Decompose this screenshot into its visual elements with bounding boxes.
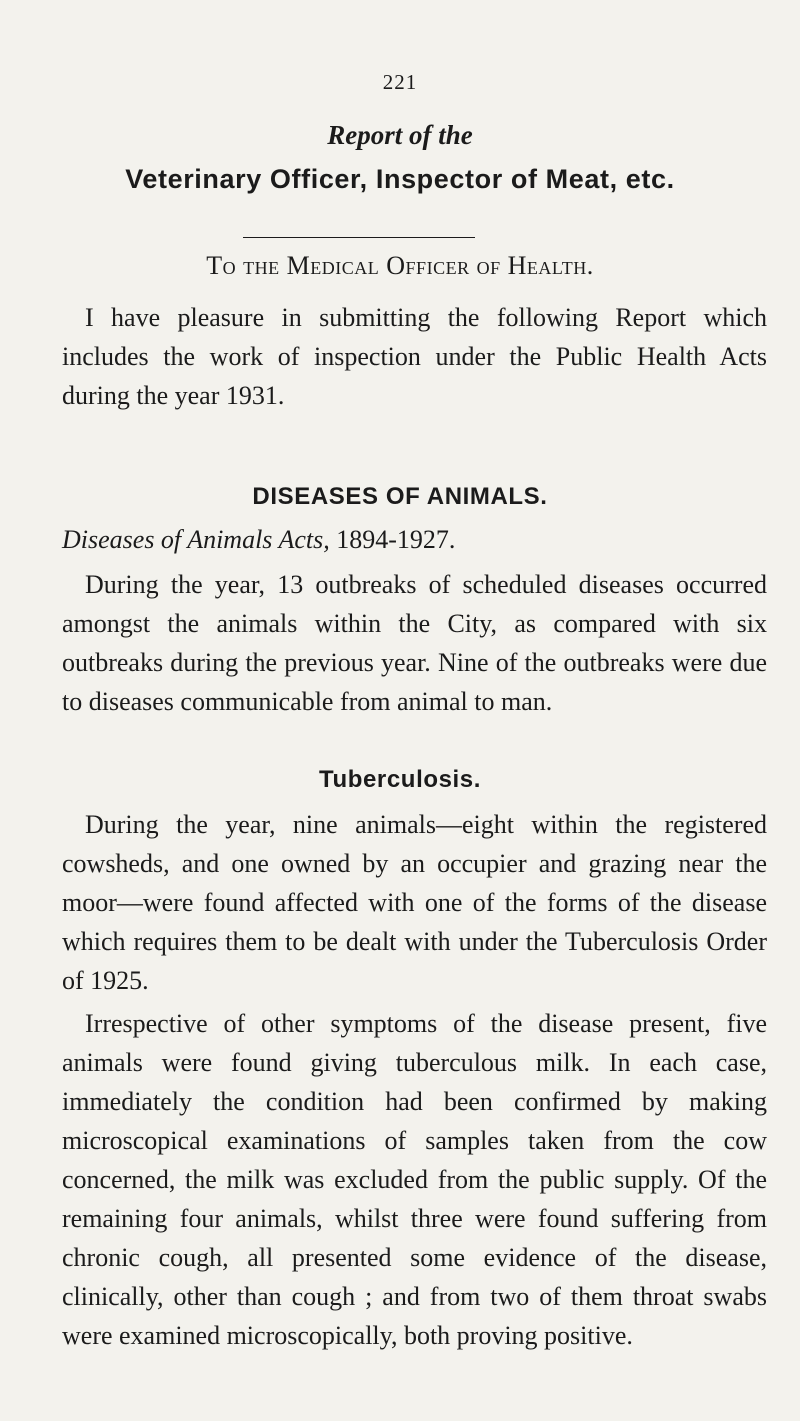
- title-divider: [243, 237, 475, 238]
- tuberculosis-paragraph-1: During the year, nine animals—eight within the registered cowsheds, and one owned by an occupier and grazing near the moor—were found affected with one of the forms of the disease which requires them to be dealt with under the Tuberculosis Order of 1925.: [62, 810, 767, 995]
- diseases-paragraph: During the year, 13 outbreaks of scheduled diseases occurred amongst the animals within the City, as compared with six outbreaks during the previous year. Nine of the outbreaks were due to diseases communicable from animal to man.: [62, 570, 767, 716]
- act-name: Diseases of Animals Acts,: [62, 525, 330, 554]
- act-years: 1894-1927.: [336, 525, 456, 554]
- intro-paragraph: I have pleasure in submitting the following Report which includes the work of inspection under the Public Health Acts during the year 1931.: [62, 303, 767, 410]
- act-subheading: [62, 525, 455, 555]
- section-heading-tuberculosis: Tuberculosis.: [318, 766, 482, 793]
- address-line: To the Medical Officer of Health.: [206, 251, 594, 280]
- section-heading-diseases: DISEASES OF ANIMALS.: [252, 483, 548, 510]
- report-title: Veterinary Officer, Inspector of Meat, etc.: [125, 164, 675, 194]
- page-number: 221: [382, 70, 418, 94]
- report-subtitle: Report of the: [327, 120, 473, 150]
- tuberculosis-paragraph-2: Irrespective of other symptoms of the disease present, five animals were found giving tuberculous milk. In each case, immediately the condition had been confirmed by making microscopical examinations of samples taken from the cow concerned, the milk was excluded from the public supply. Of the remaining four animals, whilst three were found suffering from chronic cough, all presented some evidence of the disease, clinically, other than cough ; and from two of them throat swabs were examined microscopically, both proving positive.: [62, 1009, 767, 1350]
